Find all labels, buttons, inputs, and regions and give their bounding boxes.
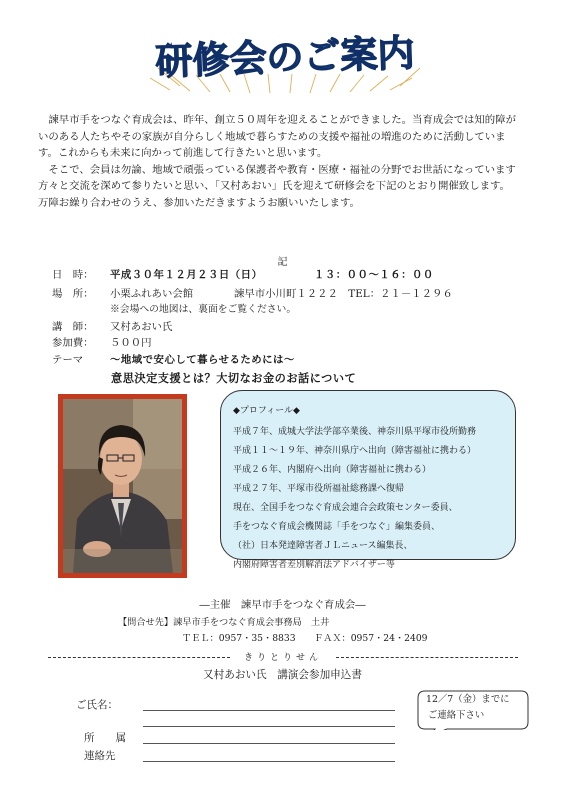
profile-line: 平成２６年、内閣府へ出向（障害福祉に携わる） [233,465,432,475]
lecturer-label: 講 師： [52,321,94,333]
lecturer-value: 又村あおい氏 [110,321,173,333]
name-field[interactable] [143,710,395,711]
profile-line: 平成１１～１９年、神奈川県庁へ出向（障害福祉に携わる） [233,446,477,456]
time-value: １３：００～１６：００ [314,269,434,281]
theme-label: テーマ [52,354,84,366]
fee-label: 参加費： [52,337,94,349]
place-value: 小栗ふれあい会館 [110,288,194,300]
theme-row [52,353,295,367]
form-title: 又村あおい氏 講演会参加申込書 [203,669,362,681]
profile-line: 手をつなぐ育成会機関誌「手をつなぐ」編集委員、 [233,522,441,532]
contact-line-2: ＴＥＬ：0957・35・8833 ＦＡＸ：0957・24・2409 [182,633,428,644]
organizer: ―主催 諫早市手をつなぐ育成会― [199,599,366,611]
cut-line [48,651,518,663]
name-label: ご氏名： [76,699,118,711]
fee-value: ５００円 [110,337,152,349]
date-label: 日 時： [52,269,94,281]
contact-label: 連絡先 [84,750,116,762]
cut-label: きりとりせん [243,653,322,663]
theme-line-1: ～地域で安心して暮らせるためには～ [110,354,295,366]
profile-line: 平成７年、成城大学法学部卒業後、神奈川県平塚市役所勤務 [233,427,477,437]
place-label: 場 所： [52,288,94,300]
affiliation-label: 所 属 [84,732,126,744]
lecturer-row [52,320,172,334]
date-value: 平成３０年１２月２３日（日） [110,269,263,281]
affiliation-field[interactable] [143,743,395,744]
contact-line-1: 【問合せ先】諫早市手をつなぐ育成会事務局 土井 [118,617,330,628]
contact-field[interactable] [143,761,395,762]
map-note: ※会場への地図は、裏面をご覧ください。 [110,304,297,315]
lecturer-photo [63,399,182,573]
theme-line-2: 意思決定支援とは？大切なお金のお話について [111,372,357,385]
deadline-line-2: ご連絡下さい [428,710,485,721]
intro-paragraph-2: そこで、会員は勿論、地域で頑張っている保護者や教育・医療・福祉の分野でお世話になっています方々と交流を深めて参りたいと思い、「又村あおい」氏を迎えて研修会を下記のとおり開催致します。 万障お繰り合わせのうえ、参加いただきますようお願いいたします。 [38,163,516,209]
profile-line: 内閣府障害者差別解消法アドバイザー等 [233,560,395,570]
profile-heading: ◆プロフィール◆ [233,406,300,416]
deadline-line-1: 12／7（金）までに [426,694,510,705]
profile-line: 現在、全国手をつなぐ育成会連合会政策センター委員、 [233,503,458,513]
date-row [52,268,434,282]
title-wordart [150,18,420,96]
address-value: 諫早市小川町１２２２ TEL：２１－１２９６ [234,288,453,300]
name-field-2[interactable] [143,726,395,727]
page-title: 研修会のご案内 [154,31,416,84]
fee-row [52,336,152,350]
deadline-note [426,692,510,724]
profile-line: （社）日本発達障害者ＪＬニュース編集長、 [233,541,413,551]
intro-paragraph-1: 諫早市手をつなぐ育成会は、昨年、創立５０周年を迎えることができました。当育成会では知的障がいのある人たちやその家族が自分らしく地域で暮らすための支援や福祉の増進のために活動しています。これからも未来に向かって前進して行きたいと思います。 [38,114,516,159]
intro-text [38,112,518,211]
ki-mark: 記 [277,257,288,268]
profile-line: 平成２７年、平塚市役所福祉総務課へ復帰 [233,484,405,494]
place-row [52,287,453,301]
profile-box [220,390,516,570]
